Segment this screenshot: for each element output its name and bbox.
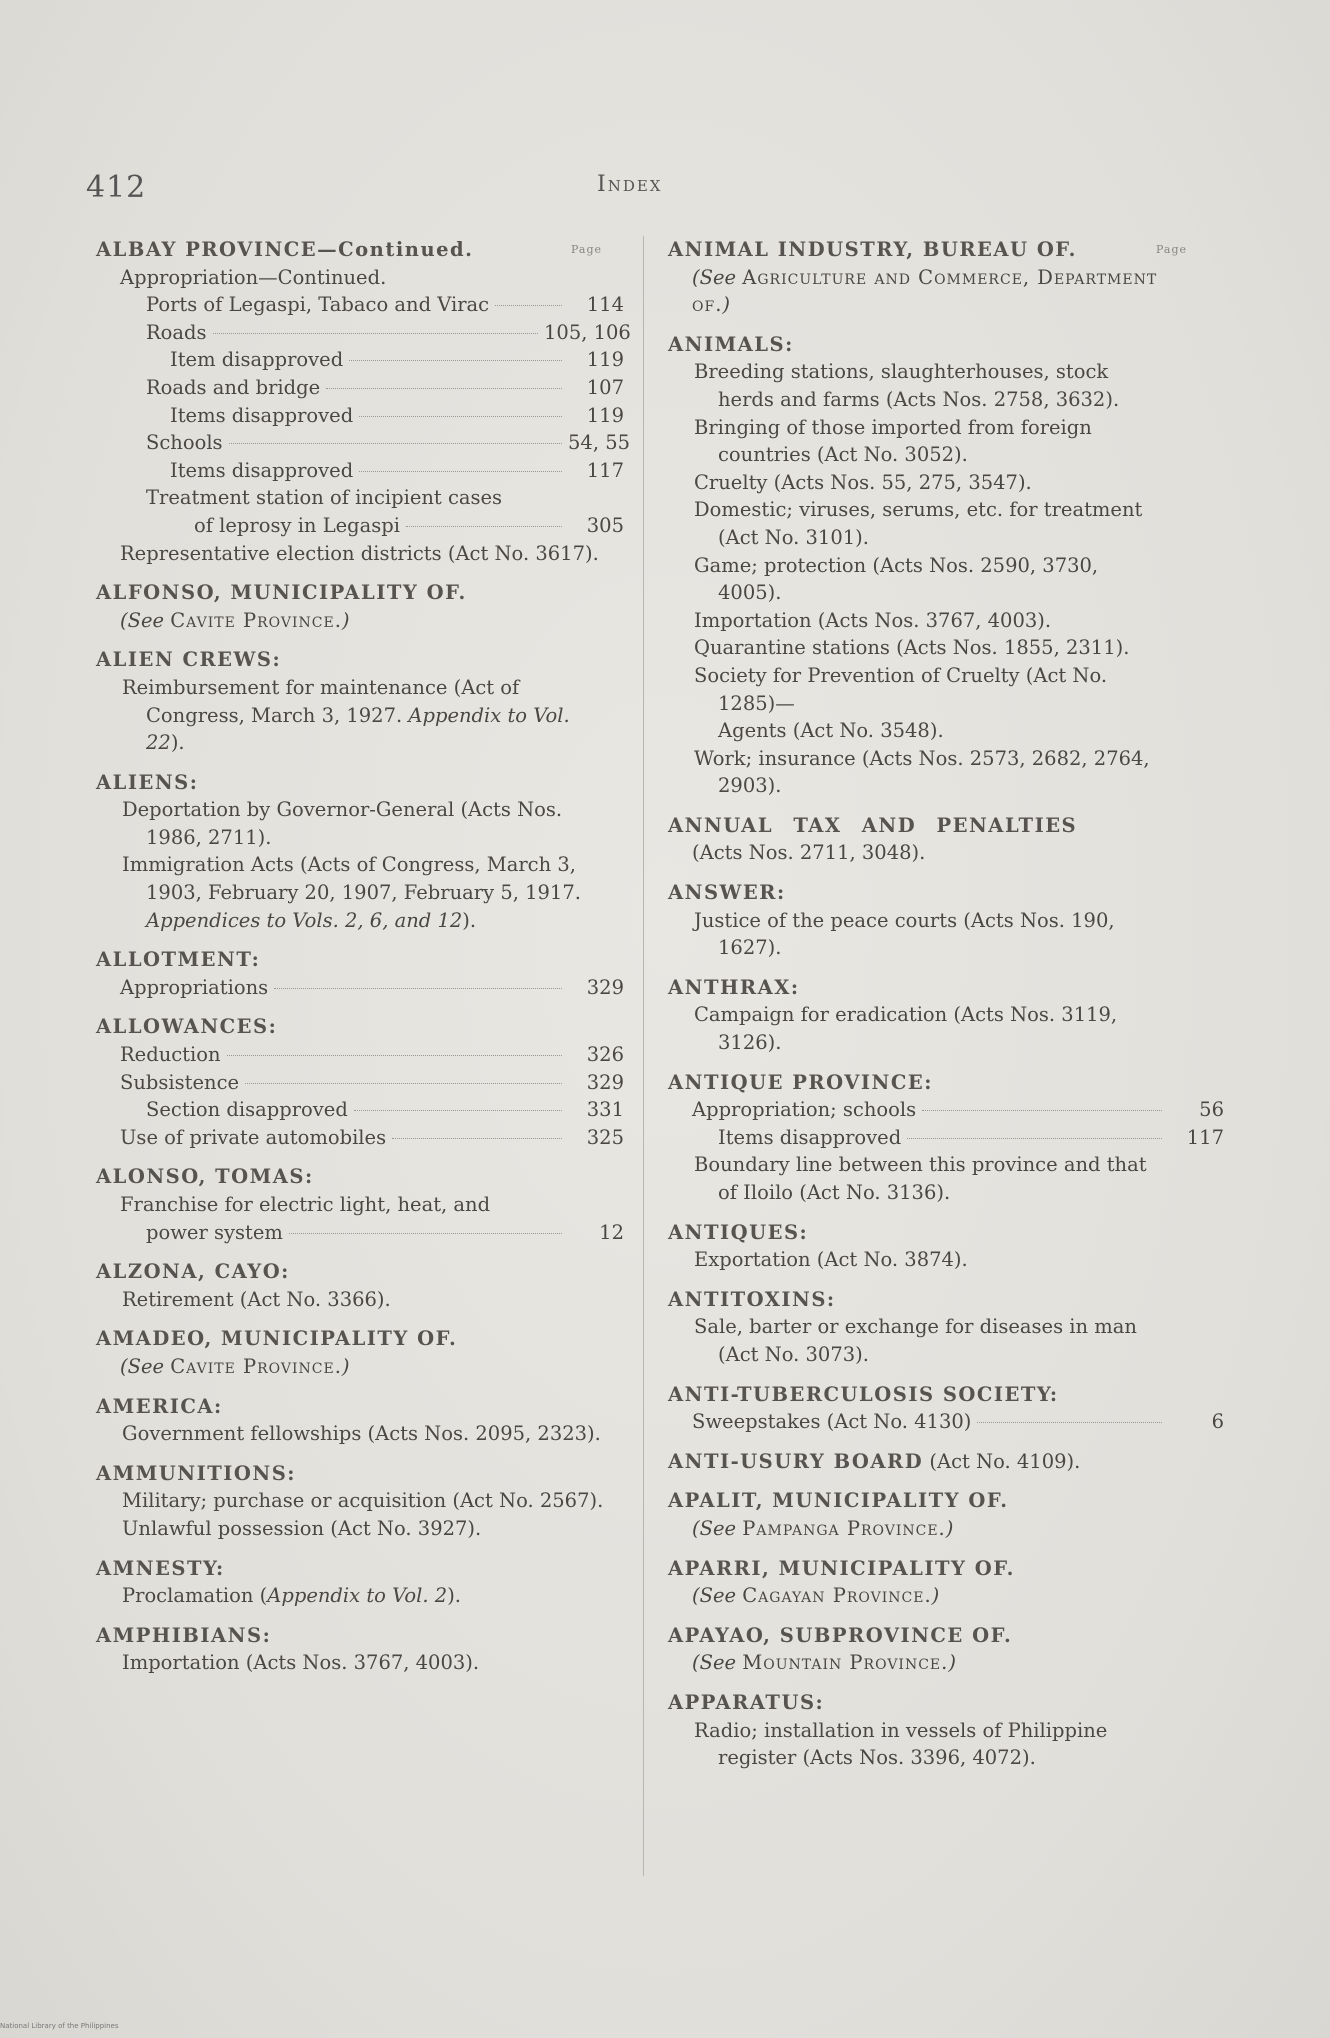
page-ref: 117 <box>586 458 624 482</box>
subentry-row: Reduction 326 <box>96 1041 624 1069</box>
see-reference: (See Cagayan Province.) <box>692 1584 940 1608</box>
running-head: Index <box>597 172 663 197</box>
entry-heading: AMPHIBIANS: <box>96 1623 272 1647</box>
entry-heading: ALBAY PROVINCE—Continued. <box>96 238 474 261</box>
page-ref: 326 <box>586 1043 624 1067</box>
entry-alzona-cayo <box>96 1258 624 1313</box>
subentry: Work; insurance (Acts Nos. 2573, 2682, 2764, 2903). <box>694 746 1150 798</box>
entry-heading: ALFONSO, MUNICIPALITY OF. <box>96 581 467 605</box>
subentry: Domestic; viruses, serums, etc. for treatment (Act No. 3101). <box>694 498 1143 549</box>
subentry: Society for Prevention of Cruelty (Act No. 1285)— <box>694 663 1108 715</box>
subentry: Bringing of those imported from foreign countries (Act No. 3052). <box>694 415 1092 467</box>
entry-heading: ANTI-USURY BOARD <box>668 1449 924 1473</box>
entry-alfonso <box>96 579 624 634</box>
subentry: Agents (Act No. 3548). <box>718 719 944 743</box>
entry-apparatus <box>668 1689 1224 1772</box>
entry-heading: AMNESTY: <box>96 1556 225 1580</box>
subentry: Game; protection (Acts Nos. 2590, 3730, 4005). <box>694 553 1099 605</box>
entry-albay-province <box>96 236 631 567</box>
subentry: Immigration Acts (Acts of Congress, March 3, 1903, February 20, 1907, February 5, 1917. Appendices to Vols. 2, 6, and 12). <box>122 853 581 932</box>
subentry: Radio; installation in vessels of Philippine register (Acts Nos. 3396, 4072). <box>694 1718 1108 1770</box>
see-reference: (See Agriculture and Commerce, Department of.) <box>692 265 1158 317</box>
subentry: Campaign for eradication (Acts Nos. 3119, 3126). <box>694 1003 1118 1055</box>
page-ref: 329 <box>586 1070 624 1094</box>
subentry-row: of leprosy in Legaspi 305 <box>96 512 624 540</box>
subentry-row: Subsistence 329 <box>96 1069 624 1097</box>
entry-heading: APARRI, MUNICIPALITY OF. <box>668 1556 1015 1580</box>
subentry-row: Appropriation; schools 56 <box>668 1096 1224 1124</box>
page-ref: 107 <box>586 375 624 399</box>
page-ref: 325 <box>586 1125 624 1149</box>
entry-heading: ANIMALS: <box>668 332 794 356</box>
subentry: Importation (Acts Nos. 3767, 4003). <box>694 608 1052 632</box>
subentry-row: Items disapproved 119 <box>96 402 624 430</box>
entry-heading: AMADEO, MUNICIPALITY OF. <box>96 1327 458 1351</box>
page-ref: 12 <box>599 1220 624 1244</box>
entry-heading: ALLOWANCES: <box>96 1015 278 1039</box>
entry-heading: APPARATUS: <box>668 1690 825 1714</box>
entry-allowances <box>96 1013 624 1151</box>
subentry: Reimbursement for maintenance (Act of Congress, March 3, 1927. Appendix to Vol. 22). <box>122 675 570 755</box>
subentry: Unlawful possession (Act No. 3927). <box>122 1516 482 1540</box>
subentry: Proclamation (Appendix to Vol. 2). <box>122 1584 461 1608</box>
subentry-row: Appropriations 329 <box>96 974 624 1002</box>
page-ref: 54, 55 <box>568 431 631 455</box>
page-ref: 329 <box>586 975 624 999</box>
entry-antitoxins <box>668 1286 1224 1369</box>
see-reference: (See Cavite Province.) <box>120 1354 350 1378</box>
see-reference: (See Cavite Province.) <box>120 608 350 632</box>
subentry: Military; purchase or acquisition (Act No. 2567). <box>122 1489 604 1513</box>
entry-heading: ALLOTMENT: <box>96 948 261 972</box>
subentry-row: Roads 105, 106 <box>96 319 624 347</box>
subentry: Cruelty (Acts Nos. 55, 275, 3547). <box>694 470 1032 494</box>
subentry: Sale, barter or exchange for diseases in man (Act No. 3073). <box>694 1315 1137 1366</box>
subentry: Representative election districts (Act No. 3617). <box>120 541 599 565</box>
page-ref: 117 <box>1186 1125 1224 1149</box>
entry-alien-crews <box>96 646 624 756</box>
entry-apayao <box>668 1622 1224 1677</box>
entry-heading: ANSWER: <box>668 881 786 905</box>
subentry-row: Franchise for electric light, heat, and <box>120 1193 491 1216</box>
entry-anti-usury-board <box>668 1448 1224 1476</box>
subentry-row: Items disapproved 117 <box>96 457 624 485</box>
entry-answer <box>668 879 1224 962</box>
entry-animals <box>668 331 1224 800</box>
subentry: Government fellowships (Acts Nos. 2095, 2323). <box>122 1422 601 1446</box>
entry-alonso-tomas <box>96 1163 624 1246</box>
entry-amnesty <box>96 1555 624 1610</box>
subentry: Importation (Acts Nos. 3767, 4003). <box>122 1651 480 1675</box>
subentry-row: Schools 54, 55 <box>96 429 624 457</box>
page-ref: 119 <box>586 403 624 427</box>
entry-america <box>96 1393 624 1448</box>
page-column-label: Page <box>571 243 603 256</box>
page-ref: 119 <box>586 348 624 372</box>
subentry-row: Sweepstakes (Act No. 4130) 6 <box>668 1408 1224 1436</box>
entry-heading: ANNUAL TAX AND PENALTIES <box>668 813 1078 837</box>
entry-heading: ALZONA, CAYO: <box>96 1260 290 1284</box>
subentry-row: Use of private automobiles 325 <box>96 1124 624 1152</box>
entry-heading: AMMUNITIONS: <box>96 1461 296 1485</box>
subentry: Exportation (Act No. 3874). <box>694 1248 968 1272</box>
subentry: (Acts Nos. 2711, 3048). <box>692 841 926 865</box>
scan-footer: National Library of the Philippines <box>0 2022 119 2030</box>
subentry-row: Treatment station of incipient cases <box>146 486 503 510</box>
entry-ammunitions <box>96 1460 624 1543</box>
page-number: 412 <box>86 170 147 205</box>
see-reference: (See Pampanga Province.) <box>692 1516 954 1540</box>
entry-heading: AMERICA: <box>96 1394 223 1418</box>
entry-aliens <box>96 769 624 935</box>
entry-apalit <box>668 1487 1224 1542</box>
subentry-row: power system 12 <box>96 1219 624 1247</box>
entry-heading: ANTIQUE PROVINCE: <box>668 1070 933 1094</box>
subentry: Retirement (Act No. 3366). <box>122 1287 391 1311</box>
entry-heading: ANTHRAX: <box>668 975 800 999</box>
page-ref: 56 <box>1199 1098 1224 1122</box>
entry-anti-tuberculosis-society <box>668 1381 1224 1436</box>
entry-heading: ANTI-TUBERCULOSIS SOCIETY: <box>668 1382 1059 1406</box>
subentry: Appropriation—Continued. <box>120 265 387 289</box>
entry-antiques <box>668 1219 1224 1274</box>
page-ref: 331 <box>586 1098 624 1122</box>
page-ref: 114 <box>586 293 624 317</box>
page-ref: 305 <box>586 513 624 537</box>
page-ref: 6 <box>1211 1410 1224 1434</box>
subentry-row: Items disapproved 117 <box>668 1124 1224 1152</box>
entry-animal-industry <box>668 236 1224 319</box>
subentry-row: Item disapproved 119 <box>96 346 624 374</box>
entry-heading: ANIMAL INDUSTRY, BUREAU OF. <box>668 238 1077 261</box>
entry-heading: ALIEN CREWS: <box>96 648 282 672</box>
entry-line: ANTI-USURY BOARD (Act No. 4109). <box>668 1449 1081 1473</box>
entry-aparri <box>668 1555 1224 1610</box>
entry-heading: APALIT, MUNICIPALITY OF. <box>668 1489 1009 1513</box>
subentry: Quarantine stations (Acts Nos. 1855, 2311). <box>694 636 1130 660</box>
subentry: Deportation by Governor-General (Acts Nos. 1986, 2711). <box>122 798 563 849</box>
left-column <box>96 236 631 1689</box>
entry-amphibians <box>96 1622 624 1677</box>
subentry: Justice of the peace courts (Acts Nos. 190, 1627). <box>694 908 1115 960</box>
entry-amadeo <box>96 1325 624 1380</box>
entry-annual-tax <box>668 812 1224 867</box>
right-column <box>668 236 1224 1784</box>
entry-allotment <box>96 946 624 1001</box>
entry-heading: ALONSO, TOMAS: <box>96 1165 314 1189</box>
entry-heading: ANTIQUES: <box>668 1220 809 1244</box>
entry-heading: ANTITOXINS: <box>668 1287 836 1311</box>
page-ref: 105, 106 <box>544 320 631 344</box>
entry-heading: ALIENS: <box>96 770 199 794</box>
entry-anthrax <box>668 974 1224 1057</box>
subentry: Breeding stations, slaughterhouses, stock herds and farms (Acts Nos. 2758, 3632). <box>694 360 1120 411</box>
subentry: Boundary line between this province and that of Iloilo (Act No. 3136). <box>694 1153 1147 1204</box>
subentry-row: Roads and bridge 107 <box>96 374 624 402</box>
subentry-row: Ports of Legaspi, Tabaco and Virac 114 <box>96 291 624 319</box>
page-column-label: Page <box>1156 243 1188 256</box>
subentry-row: Section disapproved 331 <box>96 1096 624 1124</box>
see-reference: (See Mountain Province.) <box>692 1651 956 1675</box>
entry-heading: APAYAO, SUBPROVINCE OF. <box>668 1623 1013 1647</box>
column-divider <box>643 236 644 1876</box>
entry-antique-province <box>668 1069 1224 1207</box>
